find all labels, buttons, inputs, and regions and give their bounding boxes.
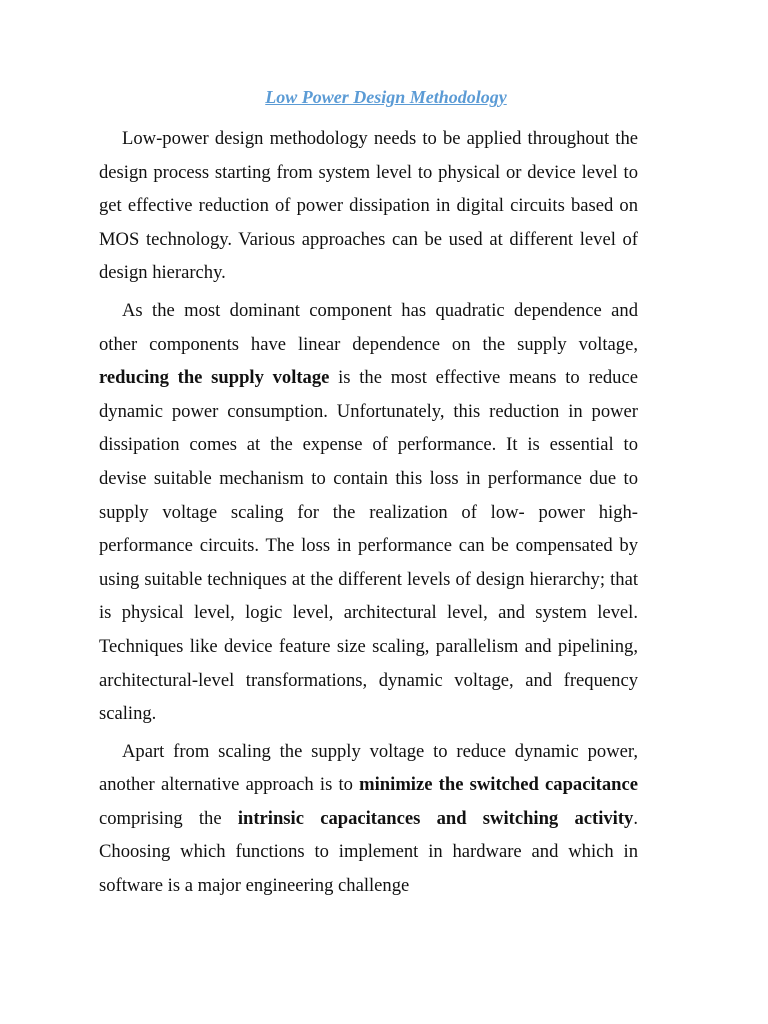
paragraph-3-text-before: Apart from scaling the supply voltage to reduce dynamic power, another alternative approach is to (99, 740, 638, 796)
paragraph-3-bold-phrase-2: intrinsic capacitances and switching activity (237, 807, 634, 829)
paragraph-3-text-middle: comprising the (99, 807, 238, 829)
paragraph-2-text-after: is the most effective means to reduce dynamic power consumption. Unfortunately, this reduction in power dissipation comes at the expense of performance. It is essential to devise suitable mechanism to contain this loss in performance due to supply voltage scaling for the realization of low- power high-performance circuits. The loss in performance can be compensated by using suitable techniques at the different levels of design hierarchy; that is physical level, logic level, architectural level, and system level. Techniques like device feature size scaling, parallelism and pipelining, architectural-level transformations, dynamic voltage, and frequency scaling. (99, 367, 638, 725)
paragraph-3-text-after: . Choosing which functions to implement in hardware and which in software is a major engineering challenge (99, 807, 638, 897)
document-title: Low Power Design Methodology (265, 87, 507, 107)
document-body (99, 122, 638, 907)
paragraph-2-bold-phrase: reducing the supply voltage (99, 367, 330, 389)
paragraph-1 (99, 122, 638, 290)
paragraph-2 (99, 294, 638, 731)
paragraph-3-bold-phrase-1: minimize the switched capacitance (359, 774, 638, 796)
paragraph-1-text: Low-power design methodology needs to be applied throughout the design process starting from system level to physical or device level to get effective reduction of power dissipation in digital circuits based on MOS technology. Various approaches can be used at different level of design hierarchy. (99, 128, 638, 284)
paragraph-2-text-before: As the most dominant component has quadratic dependence and other components have linear dependence on the supply voltage, (99, 299, 638, 355)
paragraph-3 (99, 735, 638, 903)
